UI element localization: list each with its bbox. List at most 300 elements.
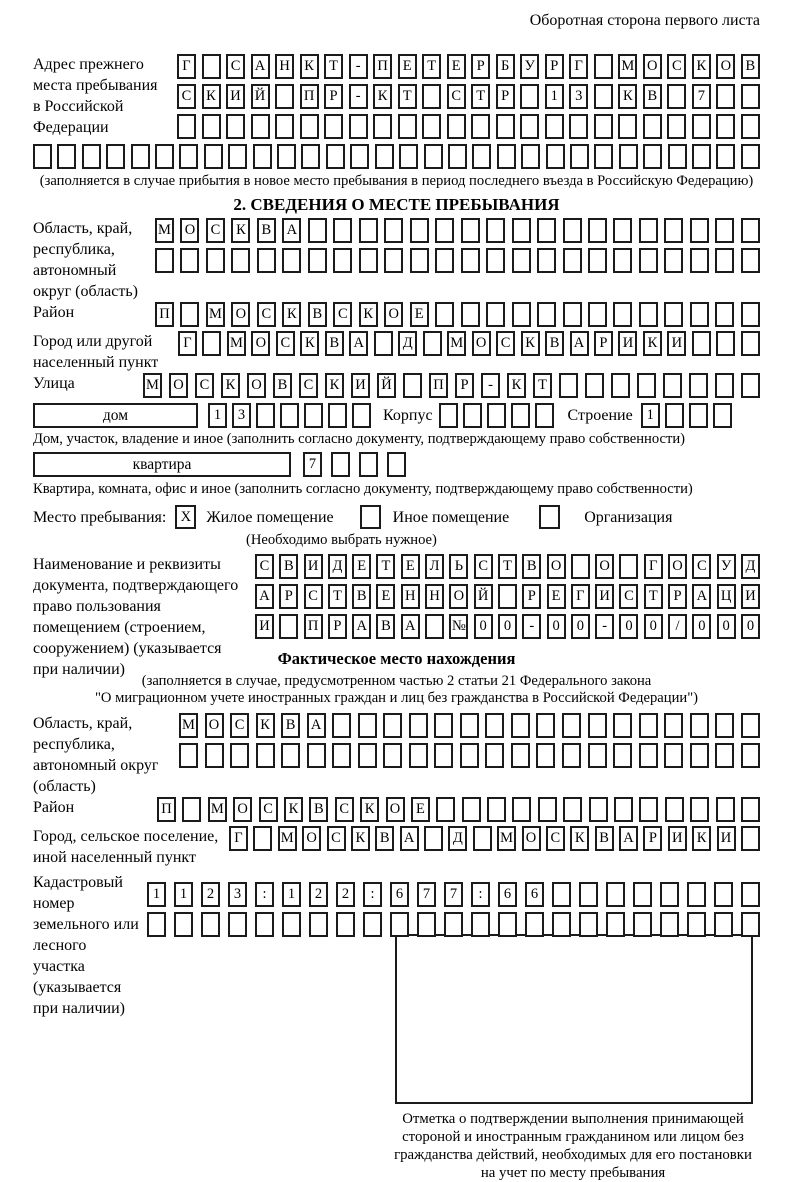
char-cell[interactable]	[585, 373, 604, 398]
char-cell[interactable]	[374, 331, 393, 356]
char-cell[interactable]: 3	[569, 84, 588, 109]
char-cell[interactable]	[256, 743, 275, 768]
char-cell[interactable]	[202, 114, 221, 139]
char-cell[interactable]: В	[325, 331, 344, 356]
char-cell[interactable]	[594, 114, 613, 139]
char-cell[interactable]	[307, 743, 326, 768]
char-cell[interactable]: К	[618, 84, 637, 109]
char-cell[interactable]: Т	[398, 84, 417, 109]
char-cell[interactable]: П	[300, 84, 319, 109]
char-cell[interactable]	[309, 912, 328, 937]
char-cell[interactable]	[373, 114, 392, 139]
char-cell[interactable]: Т	[644, 584, 663, 609]
char-cell[interactable]	[588, 302, 607, 327]
char-cell[interactable]: П	[157, 797, 176, 822]
char-cell[interactable]: О	[522, 826, 541, 851]
char-cell[interactable]	[663, 373, 682, 398]
char-cell[interactable]	[131, 144, 150, 169]
char-cell[interactable]	[535, 403, 554, 428]
char-cell[interactable]	[472, 144, 491, 169]
char-cell[interactable]: Е	[398, 54, 417, 79]
char-cell[interactable]	[424, 826, 443, 851]
char-cell[interactable]: В	[595, 826, 614, 851]
char-cell[interactable]: Т	[533, 373, 552, 398]
char-cell[interactable]	[613, 713, 632, 738]
char-cell[interactable]: О	[205, 713, 224, 738]
char-cell[interactable]	[487, 797, 506, 822]
char-cell[interactable]: 0	[741, 614, 760, 639]
char-cell[interactable]: С	[276, 331, 295, 356]
char-cell[interactable]: О	[180, 218, 199, 243]
char-cell[interactable]	[664, 248, 683, 273]
char-cell[interactable]	[613, 218, 632, 243]
char-cell[interactable]: Т	[471, 84, 490, 109]
char-cell[interactable]: 2	[336, 882, 355, 907]
char-cell[interactable]	[179, 144, 198, 169]
char-cell[interactable]: С	[255, 554, 274, 579]
char-cell[interactable]	[147, 912, 166, 937]
char-cell[interactable]: -	[595, 614, 614, 639]
char-cell[interactable]	[462, 797, 481, 822]
char-cell[interactable]	[713, 403, 732, 428]
char-cell[interactable]: Й	[474, 584, 493, 609]
char-cell[interactable]	[562, 713, 581, 738]
char-cell[interactable]	[715, 743, 734, 768]
char-cell[interactable]: Т	[422, 54, 441, 79]
char-cell[interactable]: Р	[668, 584, 687, 609]
kvartira-box[interactable]: квартира	[33, 452, 291, 477]
char-cell[interactable]	[714, 912, 733, 937]
char-cell[interactable]	[277, 144, 296, 169]
char-cell[interactable]	[511, 743, 530, 768]
char-cell[interactable]	[639, 248, 658, 273]
char-cell[interactable]	[741, 218, 760, 243]
char-cell[interactable]	[497, 144, 516, 169]
char-cell[interactable]	[589, 797, 608, 822]
char-cell[interactable]: К	[231, 218, 250, 243]
char-cell[interactable]	[498, 912, 517, 937]
char-cell[interactable]	[588, 218, 607, 243]
char-cell[interactable]: К	[643, 331, 662, 356]
char-cell[interactable]: О	[384, 302, 403, 327]
char-cell[interactable]	[425, 614, 444, 639]
char-cell[interactable]: И	[595, 584, 614, 609]
char-cell[interactable]	[333, 248, 352, 273]
char-cell[interactable]: М	[278, 826, 297, 851]
char-cell[interactable]: В	[741, 54, 760, 79]
char-cell[interactable]: Г	[229, 826, 248, 851]
char-cell[interactable]: К	[507, 373, 526, 398]
char-cell[interactable]	[536, 743, 555, 768]
char-cell[interactable]	[226, 114, 245, 139]
char-cell[interactable]: М	[155, 218, 174, 243]
char-cell[interactable]	[579, 882, 598, 907]
char-cell[interactable]: 7	[303, 452, 322, 477]
char-cell[interactable]	[275, 114, 294, 139]
char-cell[interactable]: А	[255, 584, 274, 609]
char-cell[interactable]	[667, 84, 686, 109]
char-cell[interactable]	[741, 84, 760, 109]
org-checkbox[interactable]	[539, 505, 560, 529]
char-cell[interactable]	[690, 743, 709, 768]
char-cell[interactable]	[231, 248, 250, 273]
char-cell[interactable]: К	[692, 826, 711, 851]
char-cell[interactable]	[206, 248, 225, 273]
char-cell[interactable]: Е	[376, 584, 395, 609]
char-cell[interactable]	[633, 882, 652, 907]
char-cell[interactable]	[251, 114, 270, 139]
char-cell[interactable]	[538, 797, 557, 822]
char-cell[interactable]	[613, 302, 632, 327]
char-cell[interactable]	[363, 912, 382, 937]
char-cell[interactable]: В	[281, 713, 300, 738]
char-cell[interactable]	[687, 912, 706, 937]
char-cell[interactable]	[422, 84, 441, 109]
char-cell[interactable]	[228, 912, 247, 937]
char-cell[interactable]	[715, 302, 734, 327]
char-cell[interactable]: С	[299, 373, 318, 398]
char-cell[interactable]: М	[179, 713, 198, 738]
char-cell[interactable]: В	[309, 797, 328, 822]
char-cell[interactable]	[461, 218, 480, 243]
char-cell[interactable]: О	[251, 331, 270, 356]
char-cell[interactable]: Й	[377, 373, 396, 398]
char-cell[interactable]: О	[716, 54, 735, 79]
char-cell[interactable]: В	[375, 826, 394, 851]
char-cell[interactable]	[562, 743, 581, 768]
char-cell[interactable]: 1	[208, 403, 227, 428]
char-cell[interactable]: К	[373, 84, 392, 109]
char-cell[interactable]	[716, 84, 735, 109]
char-cell[interactable]	[179, 743, 198, 768]
char-cell[interactable]: М	[143, 373, 162, 398]
char-cell[interactable]	[664, 218, 683, 243]
char-cell[interactable]: А	[400, 826, 419, 851]
char-cell[interactable]	[486, 218, 505, 243]
char-cell[interactable]: Р	[643, 826, 662, 851]
char-cell[interactable]: С	[333, 302, 352, 327]
char-cell[interactable]	[324, 114, 343, 139]
char-cell[interactable]	[639, 797, 658, 822]
char-cell[interactable]	[359, 452, 378, 477]
char-cell[interactable]	[485, 713, 504, 738]
char-cell[interactable]	[690, 302, 709, 327]
char-cell[interactable]: М	[447, 331, 466, 356]
char-cell[interactable]: Н	[425, 584, 444, 609]
char-cell[interactable]: И	[618, 331, 637, 356]
char-cell[interactable]: К	[202, 84, 221, 109]
char-cell[interactable]	[512, 797, 531, 822]
char-cell[interactable]	[435, 302, 454, 327]
char-cell[interactable]	[204, 144, 223, 169]
char-cell[interactable]	[409, 743, 428, 768]
char-cell[interactable]: Б	[496, 54, 515, 79]
char-cell[interactable]: Р	[455, 373, 474, 398]
char-cell[interactable]	[57, 144, 76, 169]
char-cell[interactable]	[664, 713, 683, 738]
char-cell[interactable]: О	[233, 797, 252, 822]
char-cell[interactable]: А	[307, 713, 326, 738]
char-cell[interactable]: К	[570, 826, 589, 851]
char-cell[interactable]	[667, 114, 686, 139]
char-cell[interactable]	[643, 144, 662, 169]
dom-box[interactable]: дом	[33, 403, 198, 428]
char-cell[interactable]: 6	[525, 882, 544, 907]
char-cell[interactable]	[447, 114, 466, 139]
char-cell[interactable]	[375, 144, 394, 169]
char-cell[interactable]	[403, 373, 422, 398]
char-cell[interactable]: С	[335, 797, 354, 822]
char-cell[interactable]	[619, 144, 638, 169]
char-cell[interactable]	[387, 452, 406, 477]
char-cell[interactable]	[435, 248, 454, 273]
char-cell[interactable]: К	[300, 331, 319, 356]
char-cell[interactable]	[594, 54, 613, 79]
char-cell[interactable]	[563, 797, 582, 822]
char-cell[interactable]	[417, 912, 436, 937]
char-cell[interactable]	[358, 713, 377, 738]
char-cell[interactable]: С	[546, 826, 565, 851]
char-cell[interactable]: В	[643, 84, 662, 109]
char-cell[interactable]	[332, 713, 351, 738]
char-cell[interactable]	[714, 882, 733, 907]
char-cell[interactable]	[660, 882, 679, 907]
char-cell[interactable]	[182, 797, 201, 822]
char-cell[interactable]	[665, 403, 684, 428]
char-cell[interactable]	[486, 248, 505, 273]
zhiloe-checkbox[interactable]: X	[175, 505, 196, 529]
char-cell[interactable]: О	[449, 584, 468, 609]
char-cell[interactable]	[424, 144, 443, 169]
char-cell[interactable]	[399, 144, 418, 169]
char-cell[interactable]	[461, 302, 480, 327]
char-cell[interactable]	[613, 248, 632, 273]
char-cell[interactable]	[639, 743, 658, 768]
char-cell[interactable]: Д	[741, 554, 760, 579]
char-cell[interactable]: Т	[324, 54, 343, 79]
char-cell[interactable]	[690, 797, 709, 822]
char-cell[interactable]: В	[308, 302, 327, 327]
char-cell[interactable]	[282, 248, 301, 273]
char-cell[interactable]: 1	[174, 882, 193, 907]
inoe-checkbox[interactable]	[360, 505, 381, 529]
char-cell[interactable]: И	[226, 84, 245, 109]
char-cell[interactable]	[741, 114, 760, 139]
char-cell[interactable]	[588, 743, 607, 768]
char-cell[interactable]	[594, 144, 613, 169]
char-cell[interactable]: Р	[522, 584, 541, 609]
char-cell[interactable]: Е	[411, 797, 430, 822]
char-cell[interactable]	[606, 882, 625, 907]
char-cell[interactable]	[253, 826, 272, 851]
char-cell[interactable]	[741, 302, 760, 327]
char-cell[interactable]: М	[206, 302, 225, 327]
char-cell[interactable]: А	[619, 826, 638, 851]
char-cell[interactable]	[279, 614, 298, 639]
char-cell[interactable]: В	[279, 554, 298, 579]
char-cell[interactable]: С	[327, 826, 346, 851]
char-cell[interactable]	[594, 84, 613, 109]
char-cell[interactable]: У	[717, 554, 736, 579]
char-cell[interactable]: Й	[251, 84, 270, 109]
char-cell[interactable]	[537, 302, 556, 327]
char-cell[interactable]	[511, 713, 530, 738]
char-cell[interactable]: 6	[498, 882, 517, 907]
char-cell[interactable]	[588, 713, 607, 738]
char-cell[interactable]	[409, 713, 428, 738]
char-cell[interactable]: С	[692, 554, 711, 579]
char-cell[interactable]	[512, 302, 531, 327]
char-cell[interactable]	[282, 912, 301, 937]
char-cell[interactable]	[619, 554, 638, 579]
char-cell[interactable]	[410, 218, 429, 243]
char-cell[interactable]	[257, 248, 276, 273]
char-cell[interactable]	[537, 248, 556, 273]
char-cell[interactable]: П	[304, 614, 323, 639]
char-cell[interactable]: А	[692, 584, 711, 609]
char-cell[interactable]	[520, 114, 539, 139]
char-cell[interactable]: Н	[275, 54, 294, 79]
char-cell[interactable]: К	[284, 797, 303, 822]
char-cell[interactable]	[741, 912, 760, 937]
char-cell[interactable]	[444, 912, 463, 937]
char-cell[interactable]: В	[352, 584, 371, 609]
char-cell[interactable]	[422, 114, 441, 139]
char-cell[interactable]: 0	[474, 614, 493, 639]
char-cell[interactable]	[715, 218, 734, 243]
char-cell[interactable]: В	[376, 614, 395, 639]
char-cell[interactable]: 0	[717, 614, 736, 639]
char-cell[interactable]: К	[351, 826, 370, 851]
char-cell[interactable]	[435, 218, 454, 243]
char-cell[interactable]: 2	[201, 882, 220, 907]
char-cell[interactable]	[611, 373, 630, 398]
char-cell[interactable]: А	[282, 218, 301, 243]
char-cell[interactable]	[33, 144, 52, 169]
char-cell[interactable]: О	[472, 331, 491, 356]
char-cell[interactable]: О	[643, 54, 662, 79]
char-cell[interactable]: О	[302, 826, 321, 851]
char-cell[interactable]	[614, 797, 633, 822]
char-cell[interactable]	[639, 713, 658, 738]
char-cell[interactable]	[715, 248, 734, 273]
char-cell[interactable]	[498, 584, 517, 609]
char-cell[interactable]	[155, 248, 174, 273]
char-cell[interactable]	[485, 743, 504, 768]
char-cell[interactable]: -	[349, 54, 368, 79]
char-cell[interactable]	[716, 144, 735, 169]
char-cell[interactable]	[512, 218, 531, 243]
char-cell[interactable]: И	[255, 614, 274, 639]
char-cell[interactable]	[559, 373, 578, 398]
char-cell[interactable]	[563, 218, 582, 243]
char-cell[interactable]: С	[206, 218, 225, 243]
char-cell[interactable]: К	[692, 54, 711, 79]
char-cell[interactable]	[308, 248, 327, 273]
char-cell[interactable]	[82, 144, 101, 169]
char-cell[interactable]	[741, 144, 760, 169]
char-cell[interactable]: Г	[571, 584, 590, 609]
char-cell[interactable]	[436, 797, 455, 822]
char-cell[interactable]: 0	[644, 614, 663, 639]
char-cell[interactable]	[579, 912, 598, 937]
char-cell[interactable]	[383, 713, 402, 738]
char-cell[interactable]: Р	[496, 84, 515, 109]
char-cell[interactable]	[690, 248, 709, 273]
char-cell[interactable]	[332, 743, 351, 768]
char-cell[interactable]	[300, 114, 319, 139]
char-cell[interactable]	[536, 713, 555, 738]
char-cell[interactable]: И	[351, 373, 370, 398]
char-cell[interactable]	[741, 248, 760, 273]
char-cell[interactable]: 7	[444, 882, 463, 907]
char-cell[interactable]: С	[496, 331, 515, 356]
char-cell[interactable]: Е	[352, 554, 371, 579]
char-cell[interactable]: И	[668, 826, 687, 851]
char-cell[interactable]	[460, 743, 479, 768]
char-cell[interactable]	[563, 302, 582, 327]
char-cell[interactable]	[668, 144, 687, 169]
char-cell[interactable]	[434, 743, 453, 768]
char-cell[interactable]: Т	[498, 554, 517, 579]
char-cell[interactable]	[552, 912, 571, 937]
char-cell[interactable]	[383, 743, 402, 768]
char-cell[interactable]: 6	[390, 882, 409, 907]
char-cell[interactable]	[201, 912, 220, 937]
char-cell[interactable]	[511, 403, 530, 428]
char-cell[interactable]: К	[221, 373, 240, 398]
char-cell[interactable]: 1	[147, 882, 166, 907]
char-cell[interactable]	[741, 882, 760, 907]
char-cell[interactable]	[180, 248, 199, 273]
char-cell[interactable]: В	[273, 373, 292, 398]
char-cell[interactable]	[664, 743, 683, 768]
char-cell[interactable]: Г	[177, 54, 196, 79]
char-cell[interactable]	[639, 218, 658, 243]
char-cell[interactable]	[352, 403, 371, 428]
char-cell[interactable]: И	[667, 331, 686, 356]
char-cell[interactable]: :	[471, 882, 490, 907]
char-cell[interactable]	[439, 403, 458, 428]
char-cell[interactable]	[398, 114, 417, 139]
char-cell[interactable]	[106, 144, 125, 169]
char-cell[interactable]: С	[474, 554, 493, 579]
char-cell[interactable]: Е	[410, 302, 429, 327]
char-cell[interactable]: Р	[328, 614, 347, 639]
char-cell[interactable]: В	[545, 331, 564, 356]
char-cell[interactable]: О	[169, 373, 188, 398]
char-cell[interactable]: /	[668, 614, 687, 639]
char-cell[interactable]: П	[429, 373, 448, 398]
char-cell[interactable]: М	[497, 826, 516, 851]
char-cell[interactable]	[546, 144, 565, 169]
char-cell[interactable]	[537, 218, 556, 243]
char-cell[interactable]	[715, 373, 734, 398]
char-cell[interactable]: А	[349, 331, 368, 356]
char-cell[interactable]: К	[360, 797, 379, 822]
char-cell[interactable]: С	[259, 797, 278, 822]
char-cell[interactable]	[205, 743, 224, 768]
char-cell[interactable]	[253, 144, 272, 169]
char-cell[interactable]: 0	[619, 614, 638, 639]
char-cell[interactable]	[281, 743, 300, 768]
char-cell[interactable]: 7	[417, 882, 436, 907]
char-cell[interactable]: И	[304, 554, 323, 579]
char-cell[interactable]: А	[352, 614, 371, 639]
char-cell[interactable]	[180, 302, 199, 327]
char-cell[interactable]	[715, 713, 734, 738]
char-cell[interactable]: У	[520, 54, 539, 79]
